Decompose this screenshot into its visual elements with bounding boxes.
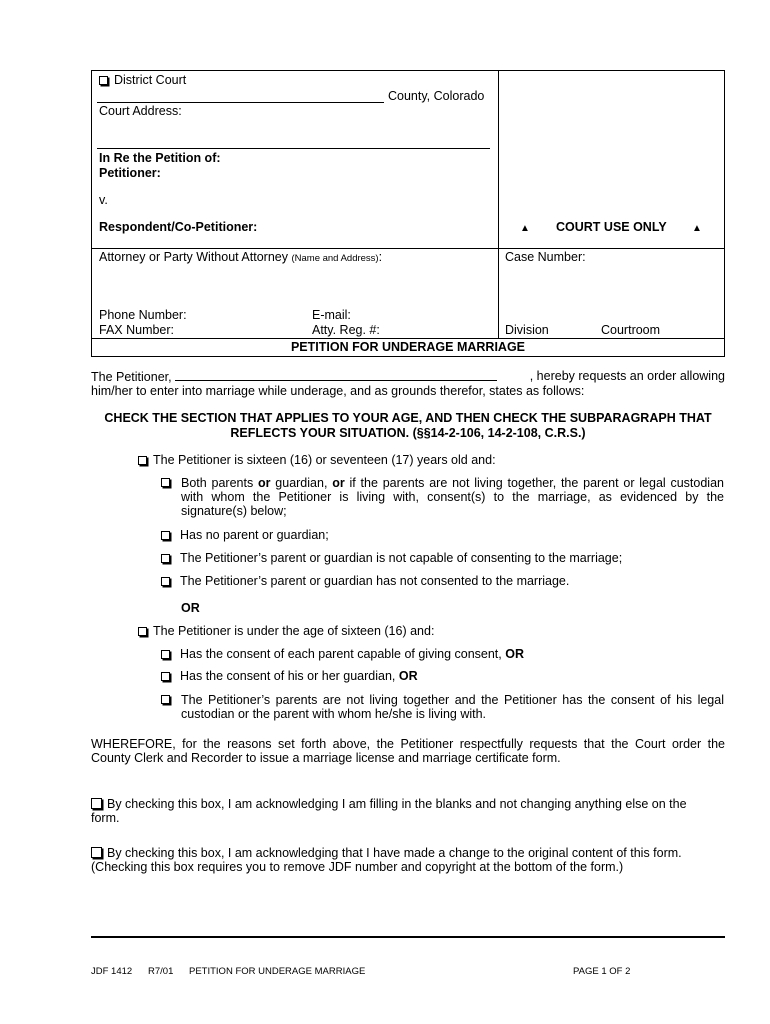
s1-opt1-checkbox[interactable] (161, 475, 176, 489)
checkbox-icon[interactable] (161, 531, 170, 540)
fax-label: FAX Number: (99, 323, 175, 337)
court-use-only: COURT USE ONLY (556, 220, 667, 234)
s1-opt1-or2: or (332, 476, 345, 490)
respondent-label: Respondent/Co-Petitioner: (99, 220, 258, 234)
intro-end: , hereby requests an order allowing (529, 369, 725, 383)
wherefore-line2: County Clerk and Recorder to issue a marriage license and marriage certificate form. (91, 751, 561, 765)
s2-opt3-text (181, 693, 724, 721)
s1-opt1-or1: or (258, 476, 271, 490)
s1-opt4[interactable] (161, 574, 569, 588)
petitioner-name-blank[interactable] (175, 369, 497, 381)
ack2 (91, 846, 725, 874)
s1-opt1-text (181, 476, 724, 518)
checkbox-icon[interactable] (138, 627, 147, 636)
caption-divider (498, 70, 499, 338)
attorney-note: (Name and Address) (291, 253, 379, 264)
ack2-line2: (Checking this box requires you to remove JDF number and copyright at the bottom of the form.) (91, 860, 624, 874)
s2-opt1-label: Has the consent of each parent capable of giving consent, (180, 647, 506, 661)
checkbox-icon[interactable] (91, 798, 102, 809)
s2-opt1-or: OR (505, 647, 524, 661)
footer-form-number: JDF 1412 (91, 966, 133, 977)
checkbox-icon[interactable] (99, 76, 108, 85)
attorney-text: Attorney or Party Without Attorney (99, 250, 288, 264)
checkbox-icon[interactable] (161, 554, 170, 563)
instruction-line2: REFLECTS YOUR SITUATION. (§§14-2-106, 14-2-108, C.R.S.) (230, 426, 586, 440)
footer-rule (91, 936, 725, 938)
ack1 (91, 797, 725, 825)
section2-option[interactable] (138, 624, 434, 638)
phone-label: Phone Number: (99, 308, 187, 322)
county-blank[interactable] (97, 102, 384, 103)
up-arrow-icon: ▲ (520, 223, 530, 234)
checkbox-icon[interactable] (91, 847, 102, 858)
versus-label: v. (99, 193, 108, 207)
up-arrow-icon: ▲ (692, 223, 702, 234)
footer-revision: R7/01 (148, 966, 174, 977)
s1-opt1-line2: with whom the Petitioner is living with, consent(s) to the marriage, as evidenced by the (181, 490, 724, 504)
checkbox-icon[interactable] (161, 577, 170, 586)
court-address-blank[interactable] (97, 148, 490, 149)
checkbox-icon[interactable] (161, 478, 170, 487)
case-number-label: Case Number: (505, 250, 586, 264)
caption-rule (91, 338, 725, 339)
district-court-label: District Court (114, 73, 187, 87)
attorney-label (99, 250, 382, 264)
intro-start: The Petitioner, (91, 370, 172, 384)
s1-opt2-label: Has no parent or guardian; (180, 528, 329, 542)
s2-opt2-label: Has the consent of his or her guardian, (180, 669, 399, 683)
atty-reg-label: Atty. Reg. #: (312, 323, 380, 337)
county-label: County, Colorado (388, 89, 485, 103)
checkbox-icon[interactable] (138, 456, 147, 465)
footer-title: PETITION FOR UNDERAGE MARRIAGE (189, 966, 366, 977)
section1-option[interactable] (138, 453, 496, 467)
s1-opt2[interactable] (161, 528, 329, 542)
s2-opt3-line2: custodian or the parent with whom he/she is living with. (181, 707, 487, 721)
section2-label: The Petitioner is under the age of sixteen (16) and: (153, 624, 435, 638)
court-address-label: Court Address: (99, 104, 182, 118)
s2-opt3-checkbox[interactable] (161, 692, 176, 706)
s2-opt2[interactable] (161, 669, 418, 683)
division-label: Division (505, 323, 549, 337)
s1-opt1-b: guardian, (270, 476, 333, 490)
s1-opt1-c: if the parents are not living together, the parent or legal custodian (344, 476, 724, 490)
instruction-line1: CHECK THE SECTION THAT APPLIES TO YOUR AGE, AND THEN CHECK THE SUBPARAGRAPH THAT (104, 411, 712, 425)
checkbox-icon[interactable] (161, 695, 170, 704)
s1-opt3-label: The Petitioner’s parent or guardian is not capable of consenting to the marriage; (180, 551, 623, 565)
ack1-line2: form. (91, 811, 120, 825)
s1-opt4-label: The Petitioner’s parent or guardian has not consented to the marriage. (180, 574, 570, 588)
form-title: PETITION FOR UNDERAGE MARRIAGE (290, 340, 526, 354)
checkbox-icon[interactable] (161, 650, 170, 659)
courtroom-label: Courtroom (601, 323, 661, 337)
s1-opt1-a: Both parents (181, 476, 258, 490)
footer-page: PAGE 1 OF 2 (573, 966, 631, 977)
petitioner-label: Petitioner: (99, 166, 161, 180)
s1-opt1-line3: signature(s) below; (181, 504, 287, 518)
s2-opt3-line1: The Petitioner’s parents are not living together and the Petitioner has the consent of his legal (181, 693, 724, 707)
attorney-colon: : (378, 250, 383, 264)
email-label: E-mail: (312, 308, 351, 322)
ack2-line1: By checking this box, I am acknowledging that I have made a change to the original content of this form. (107, 846, 682, 860)
district-court-option[interactable] (99, 73, 186, 87)
checkbox-icon[interactable] (161, 672, 170, 681)
wherefore-paragraph (91, 737, 725, 765)
intro-line1 (91, 369, 725, 384)
or-separator: OR (181, 601, 200, 615)
s2-opt2-or: OR (398, 669, 418, 683)
caption-rule (91, 248, 725, 249)
intro-line2: him/her to enter into marriage while underage, and as grounds therefor, states as follows: (91, 384, 585, 398)
wherefore-line1: WHEREFORE, for the reasons set forth above, the Petitioner respectfully requests that the Court order the (91, 737, 725, 751)
section1-label: The Petitioner is sixteen (16) or seventeen (17) years old and: (153, 453, 496, 467)
in-re-label: In Re the Petition of: (99, 151, 221, 165)
s1-opt3[interactable] (161, 551, 622, 565)
ack1-line1: By checking this box, I am acknowledging I am filling in the blanks and not changing anything else on the (107, 797, 687, 811)
s2-opt1[interactable] (161, 647, 524, 661)
